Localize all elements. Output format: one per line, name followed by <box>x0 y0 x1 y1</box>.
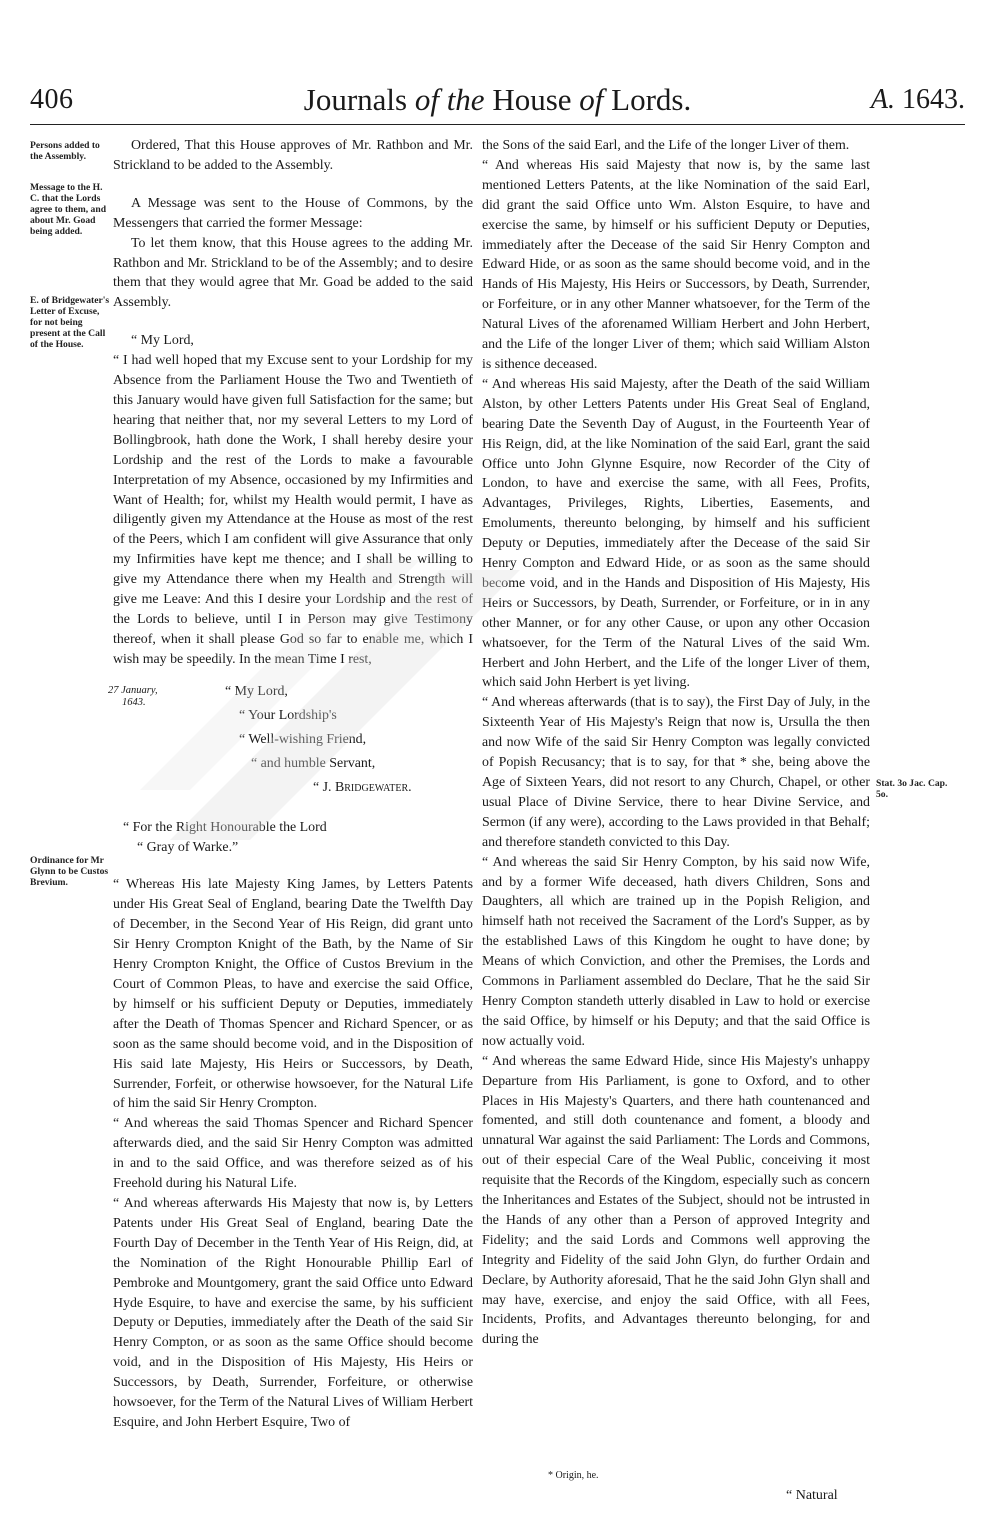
margin-note-ordinance: Ordinance for Mr Glynn to be Custos Brevium. <box>30 855 109 888</box>
letter-date-year: 1643. <box>122 697 146 708</box>
letter-body: “ I had well hoped that my Excuse sent to your Lordship for my Absence from the Parliament House the Two and Twentieth of this January would have given full Satisfaction for the same; but hearing that neither that, nor my several Letters to my Lord of Bollingbrook, hath done the Work, I shall hereby desire your Lordship and the rest of the Lords to make a favourable Interpretation of my Absence, occasioned by my Infirmities and Want of Health; for, whilst my Health would permit, I have as diligently given my Attendance at the House as most of the rest of the Peers, which I am confident will give Assurance that only my Infirmities have kept me thence; and I shall be willing to give my Attendance there when my Health and Strength will give me Leave: And this I desire your Lordship and the rest of the Lords to believe, until I in Person may give Testimony thereof, when it shall please God so far to enable me, which I wish may be speedily. In the mean Time I rest, <box>113 353 473 667</box>
ordinance-paragraph: “ And whereas afterwards (that is to say), the First Day of July, in the Sixteenth Year of His Majesty's Reign that now is, Ursulla the then and now Wife of the said Sir Henry Compton was legally convicted of Popish Recusancy; that is to say, for that * she, being above the Age of Sixteen Years, did not resort to any Church, Chapel, or other usual Place of Divine Service, there to hear Divine Service, and Sermon (if any were), according to the Laws provided in that Behalf; and therefore standeth convicted to this Day. <box>482 695 870 850</box>
letter-date-day: 27 January, <box>108 685 158 696</box>
letter-address: “ Gray of Warke.” <box>137 839 239 855</box>
ordinance-paragraph: “ And whereas His said Majesty, after the Death of the said William Alston, by other Letters Patents under His Great Seal of England, bearing Date the Seventh Day of August, in the Fourteenth Year of His Reign, did, at the like Nomination of the said Earl, grant the said Office unto John Glynne Esquire, now Recorder of the City of London, to have and exercise the same, with all Fees, Profits, Advantages, Privileges, Rights, Liberties, Easements, and Emoluments, thereunto belonging, by himself and his sufficient Deputy or Deputies, immediately after the Decease of the said Sir Henry Compton and Edward Hide, or as soon as the same should become void, and in the Hands and Disposition of His Majesty, His Heirs or Successors, by Death, Surrender, or Forfeiture, or in in any other Manner, or for any other Cause, or upon any other Occasion whatsoever, for the Term of the Natural Lives of the said Wm. Herbert and John Herbert, and the Life of the longer Liver of them, which said John Herbert is yet living. <box>482 376 870 691</box>
ordinance-paragraph: “ And whereas the said Thomas Spencer and Richard Spencer afterwards died, and the said Sir Henry Compton was admitted in and to the said Office, and was therefore seized as of his Freehold during his Natural Life. <box>113 1116 473 1192</box>
letter-salutation: “ My Lord, <box>131 333 194 349</box>
catchword: “ Natural <box>786 1488 838 1503</box>
ordinance-paragraph: the Sons of the said Earl, and the Life of the longer Liver of them. <box>482 138 850 153</box>
ordinance-paragraph: “ Whereas His late Majesty King James, by Letters Patents under His Great Seal of England, bearing Date the Twelfth Day of December, in the Second Year of His Reign, did grant unto Sir Henry Crompton Knight of the Bath, by the Name of Sir Henry Crompton Knight, the Office of Custos Brevium in the Court of Common Pleas, to have and exercise the said Office, by himself or his sufficient Deputy or Deputies, immediately after the Death of Thomas Spencer and Richard Spencer, or as soon as the same should become void, and in the Disposition of His said late Majesty, His Heirs or Successors, by Death, Surrender, Forfeit, or otherwise howsoever, for the Natural Life of him the said Sir Henry Crompton. <box>113 877 473 1112</box>
title-word: of <box>579 82 604 117</box>
title-word: Lords. <box>611 82 692 117</box>
margin-note-bridgewater: E. of Bridgewater's Letter of Excuse, for not being present at the Call of the House. <box>30 295 110 350</box>
message-paragraph: To let them know, that this House agrees to the adding Mr. Rathbon and Mr. Strickland to be of the Assembly; and to desire them that they would agree that Mr. Goad be added to the said Assembly. <box>113 235 473 311</box>
letter-date <box>108 685 158 709</box>
year-prefix: A. <box>870 84 895 115</box>
signature-line: “ and humble Servant, <box>251 755 376 771</box>
signature-line: “ Your Lordship's <box>239 707 337 723</box>
ordinance-paragraph: “ And whereas His said Majesty that now is, by the same last mentioned Letters Patents, at the like Nomination of the said Earl, did grant the said Office unto Wm. Alston Esquire, to have and exercise the same, by himself or his sufficient Deputy or Deputies, immediately after the Decease of the said Sir Henry Compton and Edward Hide, or as soon as the same should become void, and in the Hands of His Majesty, His Heirs or Successors, by Death, Surrender, or Forfeiture, or in any other Manner whatsoever, for the Term of the Natural Lives of the aforenamed William Herbert and John Herbert, and the Life of the longer Liver of them; which said William Alston is sithence deceased. <box>482 157 870 372</box>
signature-line: “ My Lord, <box>225 683 288 699</box>
margin-note-persons-added: Persons added to the Assembly. <box>30 140 100 162</box>
right-column <box>482 136 870 1350</box>
ordered-paragraph: Ordered, That this House approves of Mr. Rathbon and Mr. Strickland to be added to the Assembly. <box>113 138 473 173</box>
margin-note-statute: Stat. 3o Jac. Cap. 5o. <box>876 778 948 800</box>
signature-line: “ Well-wishing Friend, <box>239 731 367 747</box>
letter-address: “ For the Right Honourable the Lord <box>123 819 327 835</box>
title-word: House <box>492 82 572 117</box>
margin-note-message-hc: Message to the H. C. that the Lords agree to them, and about Mr. Goad being added. <box>30 182 107 237</box>
left-column <box>113 136 473 1433</box>
message-paragraph: A Message was sent to the House of Commons, by the Messengers that carried the former Message: <box>113 195 473 231</box>
title-word: Journals <box>303 82 408 117</box>
journal-title <box>30 82 965 118</box>
footnote: * Origin, he. <box>548 1470 599 1481</box>
page-year <box>871 84 965 116</box>
ordinance-paragraph: “ And whereas the same Edward Hide, since His Majesty's unhappy Departure from His Parliament, is gone to Oxford, and to other Places in His Majesty's Quarters, and there hath countenanced and fomented, and still doth countenance and foment, a bloody and unnatural War against the said Parliament: The Lords and Commons, out of their especial Care of the Weal Public, conceiving it most requisite that the Records of the Kingdom, especially such as concern the Inheritances and Estates of the Subject, should not be intrusted in the Hands of any other than a Person of approved Integrity and Fidelity; and the said Lords and Commons well approving the Integrity and Fidelity of the said John Glyn, do further Ordain and Declare, by Authority aforesaid, That he the said John Glyn shall and may have, exercise, and enjoy the said Office, with all Fees, Incidents, Profits, and Advantages thereunto belonging, for and during the <box>482 1053 870 1348</box>
ordinance-paragraph: “ And whereas afterwards His Majesty that now is, by Letters Patents under His Great Seal of England, bearing Date the Fourth Day of December in the Tenth Year of His Reign, did, at the Nomination of the Right Honourable Phillip Earl of Pembroke and Mountgomery, grant the said Office unto Edward Hyde Esquire, to have and exercise the same, by his sufficient Deputy or Deputies, immediately after the Death of the said Sir Henry Compton, or as soon as the same Office should become void, and in the Disposition of His Majesty, His Heirs or Successors, by Death, Surrender, Forfeiture, or otherwise howsoever, for the Term of the Natural Lives of William Herbert Esquire, and John Herbert Esquire, Two of <box>113 1195 473 1430</box>
page-number: 406 <box>30 84 74 115</box>
ordinance-paragraph: “ And whereas the said Sir Henry Compton, by his said now Wife, and by a former Wife deceased, hath divers Children, Sons and Daughters, all which are trained up in the Popish Religion, and himself hath not received the Sacrament of the Lord's Supper, as by the established Laws of this Kingdom he ought to have done; by Means of which Conviction, and other the Premises, the Lords and Commons in Parliament assembled do Declare, That he the said Sir Henry Compton standeth utterly disabled in Law to hold or exercise the said Office, by himself or his Deputy; and that the said Office is now actually void. <box>482 854 870 1049</box>
page-header <box>30 78 965 130</box>
signature-name: “ J. Bridgewater. <box>313 779 412 795</box>
title-word: of the <box>414 82 485 117</box>
year-value: 1643. <box>902 84 965 115</box>
header-rule <box>30 124 965 125</box>
